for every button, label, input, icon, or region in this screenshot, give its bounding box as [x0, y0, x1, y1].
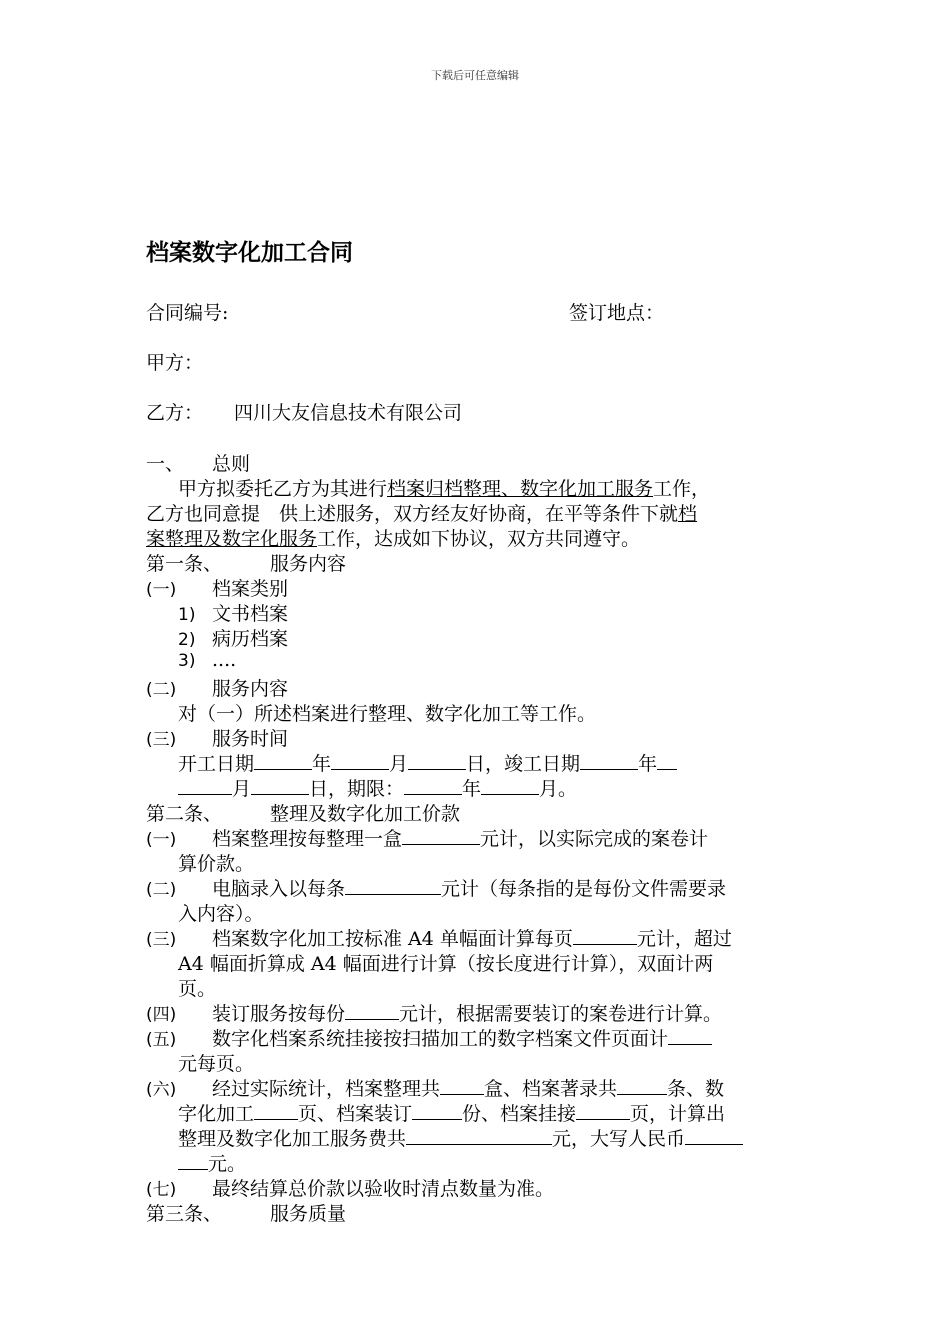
general-paragraph-line-1: [178, 474, 710, 501]
price-clause-1: [146, 824, 708, 851]
text-run: 最终结算总价款以验收时清点数量为准。: [212, 1178, 555, 1200]
text-run: 元计，以实际完成的案卷计: [480, 828, 709, 850]
clause-number: (五): [146, 1030, 177, 1050]
article-3-heading: [146, 1199, 346, 1226]
party-b-value: 四川大友信息技术有限公司: [234, 402, 463, 424]
underlined-text: 档案归档整理、数字化加工服务: [387, 478, 654, 500]
clause-continuation: 算价款。: [178, 853, 255, 875]
party-a-line: [146, 348, 203, 375]
clause-number: (一): [146, 580, 177, 600]
list-text: 文书档案: [212, 603, 289, 625]
list-item: [178, 649, 236, 671]
contract-number-label: 合同编号:: [146, 302, 229, 324]
clause-continuation: [178, 1149, 246, 1176]
text-run: 月。: [539, 778, 578, 800]
clause-number: (七): [146, 1180, 177, 1200]
blank-field[interactable]: [178, 1153, 208, 1170]
text-run: 元计，根据需要装订的案卷进行计算。: [399, 1003, 723, 1025]
text-run: 盒、档案著录共: [484, 1078, 618, 1100]
price-clause-2: [146, 874, 726, 901]
underlined-text: 案整理及数字化服务: [146, 528, 318, 550]
blank-field[interactable]: [481, 778, 539, 795]
blank-field[interactable]: [345, 1003, 399, 1020]
sign-place-line: [569, 298, 664, 325]
text-run: 元，大写人民币: [552, 1128, 686, 1150]
text-run: 档案数字化加工按标准 A4 单幅面计算每页: [212, 928, 573, 950]
article-1-heading: [146, 549, 346, 576]
clause-continuation: 页。: [178, 978, 217, 1000]
blank-field[interactable]: [617, 1078, 667, 1095]
text-run: 装订服务按每份: [212, 1003, 346, 1025]
text-run: 日，期限：: [309, 778, 405, 800]
text-run: 经过实际统计，档案整理共: [212, 1078, 441, 1100]
party-b-label: 乙方：: [146, 402, 204, 424]
text-run: 数字化档案系统挂接按扫描加工的数字档案文件页面计: [212, 1028, 669, 1050]
section-title: 总则: [212, 453, 251, 475]
price-clause-7: [146, 1174, 554, 1201]
text-run: 年: [462, 778, 482, 800]
text-run: 元计（每条指的是每份文件需要录: [441, 878, 727, 900]
article-number: 第一条、: [146, 553, 223, 575]
clause-title: 服务时间: [212, 728, 289, 750]
blank-field[interactable]: [402, 828, 480, 845]
clause-text: 对（一）所述档案进行整理、数字化加工等工作。: [178, 703, 597, 725]
list-item: [178, 599, 288, 626]
text-run: 工作，达成如下协议，双方共同遵守。: [317, 528, 641, 550]
article-2-heading: [146, 799, 460, 826]
text-run: 月: [389, 753, 409, 775]
text-run: 工作，: [653, 478, 711, 500]
text-run: 开工日期: [178, 753, 255, 775]
list-text: ....: [212, 649, 237, 671]
blank-field[interactable]: [440, 1078, 484, 1095]
clause-continuation: 入内容）。: [178, 903, 264, 925]
blank-field[interactable]: [412, 1103, 462, 1120]
text-run: 页，计算出: [630, 1103, 726, 1125]
clause-item: [146, 674, 288, 701]
text-run: 元。: [208, 1153, 247, 1175]
text-run: 份、档案挂接: [462, 1103, 577, 1125]
clause-number: (四): [146, 1005, 177, 1025]
blank-field[interactable]: [573, 928, 637, 945]
clause-item: [146, 574, 288, 601]
clause-number: (二): [146, 680, 177, 700]
blank-field[interactable]: [657, 753, 677, 770]
blank-field[interactable]: [685, 1128, 743, 1145]
article-title: 服务内容: [270, 553, 347, 575]
blank-field[interactable]: [345, 878, 441, 895]
service-time-line-2: [178, 774, 577, 801]
general-paragraph-line-2: [146, 499, 697, 526]
list-text: 病历档案: [212, 628, 289, 650]
text-run: 年: [638, 753, 658, 775]
article-number: 第三条、: [146, 1203, 223, 1225]
page-title: 档案数字化加工合同: [146, 240, 353, 266]
text-run: 电脑录入以每条: [212, 878, 346, 900]
clause-title: 服务内容: [212, 678, 289, 700]
clause-number: (一): [146, 830, 177, 850]
blank-field[interactable]: [254, 753, 312, 770]
clause-number: (三): [146, 930, 177, 950]
price-clause-3: [146, 924, 732, 951]
list-number: 2): [178, 630, 196, 650]
blank-field[interactable]: [580, 753, 638, 770]
blank-field[interactable]: [331, 753, 389, 770]
party-b-line: [146, 398, 462, 425]
service-time-line-1: [178, 749, 677, 776]
list-item: [178, 624, 288, 651]
sign-place-label: 签订地点：: [569, 302, 665, 324]
header-note: 下载后可任意编辑: [431, 69, 519, 82]
section-number: 一、: [146, 453, 185, 475]
section-general-heading: [146, 449, 250, 476]
general-paragraph-line-3: [146, 524, 640, 551]
price-clause-4: [146, 999, 722, 1026]
clause-title: 档案类别: [212, 578, 289, 600]
clause-continuation: [178, 1099, 725, 1126]
clause-continuation: 元每页。: [178, 1053, 255, 1075]
clause-number: (三): [146, 730, 177, 750]
list-number: 3): [178, 651, 196, 671]
text-run: 条、数: [667, 1078, 725, 1100]
article-number: 第二条、: [146, 803, 223, 825]
underlined-text: 档: [678, 503, 698, 525]
text-run: 字化加工: [178, 1103, 255, 1125]
text-run: 页、档案装订: [298, 1103, 413, 1125]
article-title: 整理及数字化加工价款: [270, 803, 461, 825]
text-run: 甲方拟委托乙方为其进行: [178, 478, 388, 500]
text-run: 元计，超过: [636, 928, 732, 950]
article-title: 服务质量: [270, 1203, 347, 1225]
contract-number-line: [146, 298, 228, 325]
clause-number: (二): [146, 880, 177, 900]
blank-field[interactable]: [668, 1028, 712, 1045]
clause-continuation: [178, 1124, 743, 1151]
text-run: 档案整理按每整理一盒: [212, 828, 403, 850]
blank-field[interactable]: [406, 1128, 552, 1145]
list-number: 1): [178, 605, 196, 625]
text-run: 年: [312, 753, 332, 775]
blank-field[interactable]: [251, 778, 309, 795]
clause-number: (六): [146, 1080, 177, 1100]
blank-field[interactable]: [408, 753, 466, 770]
blank-field[interactable]: [576, 1103, 630, 1120]
blank-field[interactable]: [254, 1103, 298, 1120]
text-run: 整理及数字化加工服务费共: [178, 1128, 407, 1150]
clause-item: [146, 724, 288, 751]
text-run: 月: [232, 778, 252, 800]
text-run: 日，竣工日期: [466, 753, 581, 775]
text-run: 乙方也同意提 供上述服务，双方经友好协商，在平等条件下就: [146, 503, 679, 525]
blank-field[interactable]: [404, 778, 462, 795]
price-clause-6: [146, 1074, 724, 1101]
blank-field[interactable]: [178, 778, 232, 795]
price-clause-5: [146, 1024, 712, 1051]
party-a-label: 甲方：: [146, 352, 204, 374]
clause-continuation: A4 幅面折算成 A4 幅面进行计算（按长度进行计算），双面计两: [178, 953, 714, 975]
